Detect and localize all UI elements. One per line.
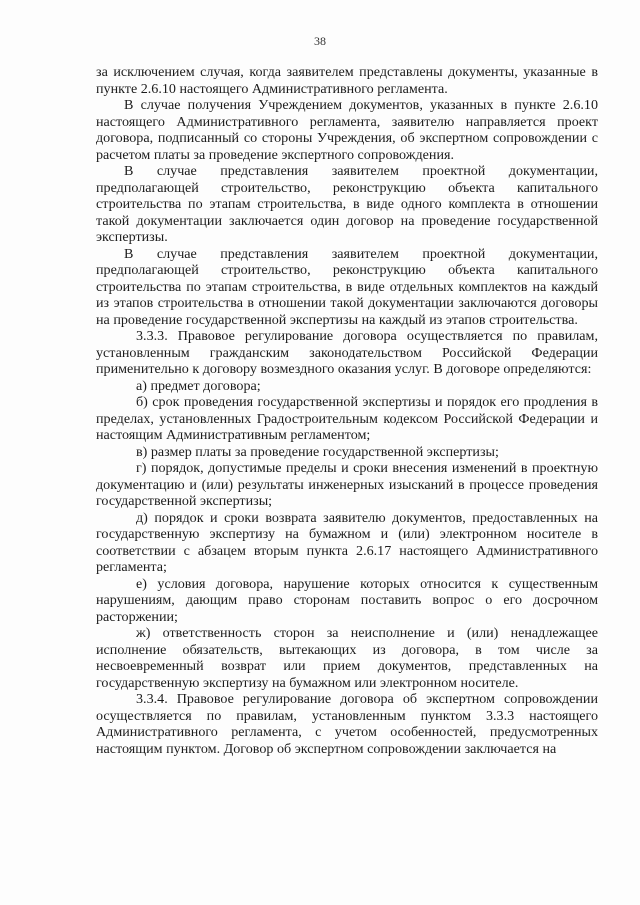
paragraph: 3.3.4. Правовое регулирование договора об экспертном сопровождении осуществляется по правилам, установленным пунктом 3.3.3 настоящего Административного регламента, с учетом особенностей, предусмотренных настоящим пунктом. Договор об экспертном сопровождении заключается на [96, 691, 598, 757]
paragraph: В случае получения Учреждением документов, указанных в пункте 2.6.10 настоящего Административного регламента, заявителю направляется проект договора, подписанный со стороны Учреждения, об экспертном сопровождении с расчетом платы за проведение экспертного сопровождения. [96, 97, 598, 163]
list-item: б) срок проведения государственной экспертизы и порядок его продления в пределах, установленных Градостроительным кодексом Российской Федерации и настоящим Административным регламентом; [96, 394, 598, 443]
list-item: в) размер платы за проведение государственной экспертизы; [136, 443, 499, 460]
page-number: 38 [314, 34, 326, 48]
document-body [96, 64, 598, 757]
list-item: а) предмет договора; [136, 377, 261, 394]
list-item: д) порядок и сроки возврата заявителю документов, предоставленных на государственную экспертизу на бумажном и (или) электронном носителе в соответствии с абзацем вторым пункта 2.6.17 настоящего Административного регламента; [96, 509, 598, 575]
list-item: е) условия договора, нарушение которых относится к существенным нарушениям, дающим право сторонам поставить вопрос о его досрочном расторжении; [96, 575, 598, 625]
paragraph: В случае представления заявителем проектной документации, предполагающей строительство, реконструкцию объекта капитального строительства по этапам строительства, в виде отдельных комплектов на каждый из этапов строительства в отношении такой документации заключаются договоры на проведение государственной экспертизы на каждый из этапов строительства. [96, 245, 598, 328]
paragraph: за исключением случая, когда заявителем представлены документы, указанные в пункте 2.6.10 настоящего Административного регламента. [96, 64, 598, 97]
list-item: г) порядок, допустимые пределы и сроки внесения изменений в проектную документацию и (или) результаты инженерных изысканий в процессе проведения государственной экспертизы; [96, 460, 598, 509]
paragraph: 3.3.3. Правовое регулирование договора осуществляется по правилам, установленным гражданским законодательством Российской Федерации применительно к договору возмездного оказания услуг. В договоре определяются: [96, 328, 598, 377]
paragraph: В случае представления заявителем проектной документации, предполагающей строительство, реконструкцию объекта капитального строительства по этапам строительства, в виде одного комплекта в отношении такой документации заключается один договор на проведение государственной экспертизы. [96, 163, 598, 245]
list-item: ж) ответственность сторон за неисполнение и (или) ненадлежащее исполнение обязательств, вытекающих из договора, в том числе за несвоевременный возврат или прием документов, представленных на государственную экспертизу на бумажном или электронном носителе. [96, 625, 598, 691]
